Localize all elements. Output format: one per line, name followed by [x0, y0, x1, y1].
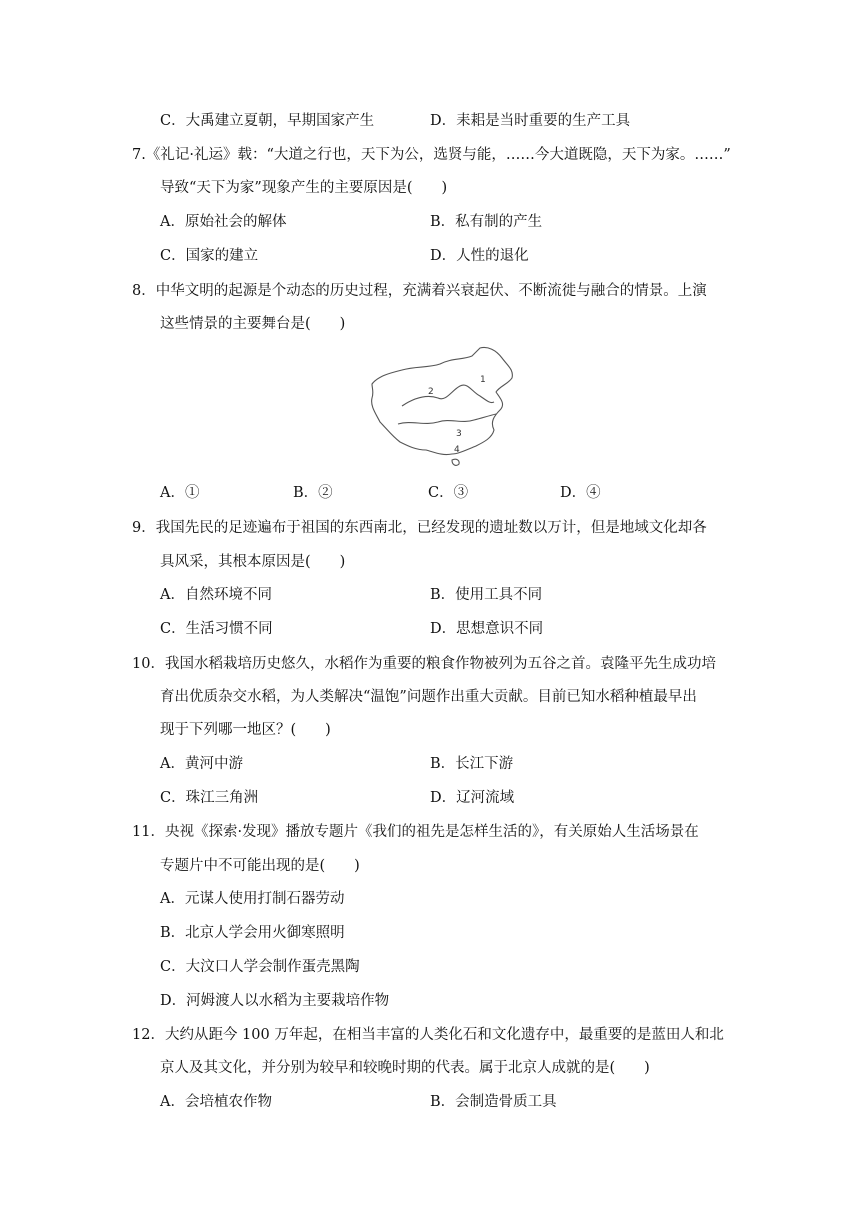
q11-option-b: B．北京人学会用火御寒照明	[160, 925, 345, 941]
q7-option-d: D．人性的退化	[430, 248, 529, 264]
q11-stem-line1: 11．央视《探索·发现》播放专题片《我们的祖先是怎样生活的》，有关原始人生活场景在	[132, 824, 699, 840]
q8-option-a: A．①	[160, 485, 200, 501]
q11-option-a: A．元谋人使用打制石器劳动	[160, 891, 345, 907]
q6-option-d: D．耒耜是当时重要的生产工具	[430, 113, 631, 129]
yellow-river-path	[402, 385, 494, 406]
china-map-figure	[368, 346, 518, 470]
q10-stem-line2: 育出优质杂交水稻，为人类解决“温饱”问题作出重大贡献。目前已知水稻种植最早出	[160, 689, 697, 705]
map-label-1: 1	[480, 375, 486, 385]
china-outline	[372, 347, 513, 454]
q6-option-c: C．大禹建立夏朝，早期国家产生	[160, 113, 375, 129]
q12-stem-line1: 12．大约从距今 100 万年起，在相当丰富的人类化石和文化遗存中，最重要的是蓝田人和北	[132, 1027, 724, 1043]
q7-stem-line2: 导致“天下为家”现象产生的主要原因是( )	[160, 180, 448, 196]
q9-stem-line2: 具风采，其根本原因是( )	[160, 554, 346, 570]
map-label-3: 3	[456, 429, 462, 439]
q10-option-c: C．珠江三角洲	[160, 790, 259, 806]
q8-stem-line1: 8．中华文明的起源是个动态的历史过程，充满着兴衰起伏、不断流徙与融合的情景。上演	[132, 283, 707, 299]
q7-option-c: C．国家的建立	[160, 248, 259, 264]
q9-option-c: C．生活习惯不同	[160, 621, 273, 637]
map-label-2: 2	[428, 387, 434, 397]
hainan-island	[452, 459, 459, 465]
yangtze-river-path	[398, 414, 496, 424]
q7-option-a: A．原始社会的解体	[160, 214, 287, 230]
q11-stem-line2: 专题片中不可能出现的是( )	[160, 858, 360, 874]
q10-stem-line3: 现于下列哪一地区？( )	[160, 722, 331, 738]
map-label-4: 4	[454, 445, 460, 455]
q11-option-d: D．河姆渡人以水稻为主要栽培作物	[160, 993, 390, 1009]
q9-stem-line1: 9．我国先民的足迹遍布于祖国的东西南北，已经发现的遗址数以万计，但是地域文化却各	[132, 520, 707, 536]
q9-option-d: D．思想意识不同	[430, 621, 544, 637]
q11-option-c: C．大汶口人学会制作蛋壳黑陶	[160, 959, 360, 975]
q10-option-d: D．辽河流域	[430, 790, 515, 806]
q8-option-b: B．②	[293, 485, 333, 501]
q12-stem-line2: 京人及其文化，并分别为较早和较晚时期的代表。属于北京人成就的是( )	[160, 1060, 650, 1076]
q10-option-b: B．长江下游	[430, 756, 514, 772]
q9-option-a: A．自然环境不同	[160, 587, 272, 603]
q7-stem-line1: 7.《礼记·礼运》载：“大道之行也，天下为公，选贤与能，……今大道既隐，天下为家。……”	[132, 147, 731, 163]
q8-stem-line2: 这些情景的主要舞台是( )	[160, 316, 346, 332]
q8-option-d: D．④	[560, 485, 601, 501]
q12-option-b: B．会制造骨质工具	[430, 1094, 557, 1110]
q8-option-c: C．③	[428, 485, 469, 501]
q7-option-b: B．私有制的产生	[430, 214, 543, 230]
q12-option-a: A．会培植农作物	[160, 1094, 272, 1110]
q10-stem-line1: 10．我国水稻栽培历史悠久，水稻作为重要的粮食作物被列为五谷之首。袁隆平先生成功培	[132, 656, 716, 672]
q10-option-a: A．黄河中游	[160, 756, 243, 772]
q9-option-b: B．使用工具不同	[430, 587, 543, 603]
